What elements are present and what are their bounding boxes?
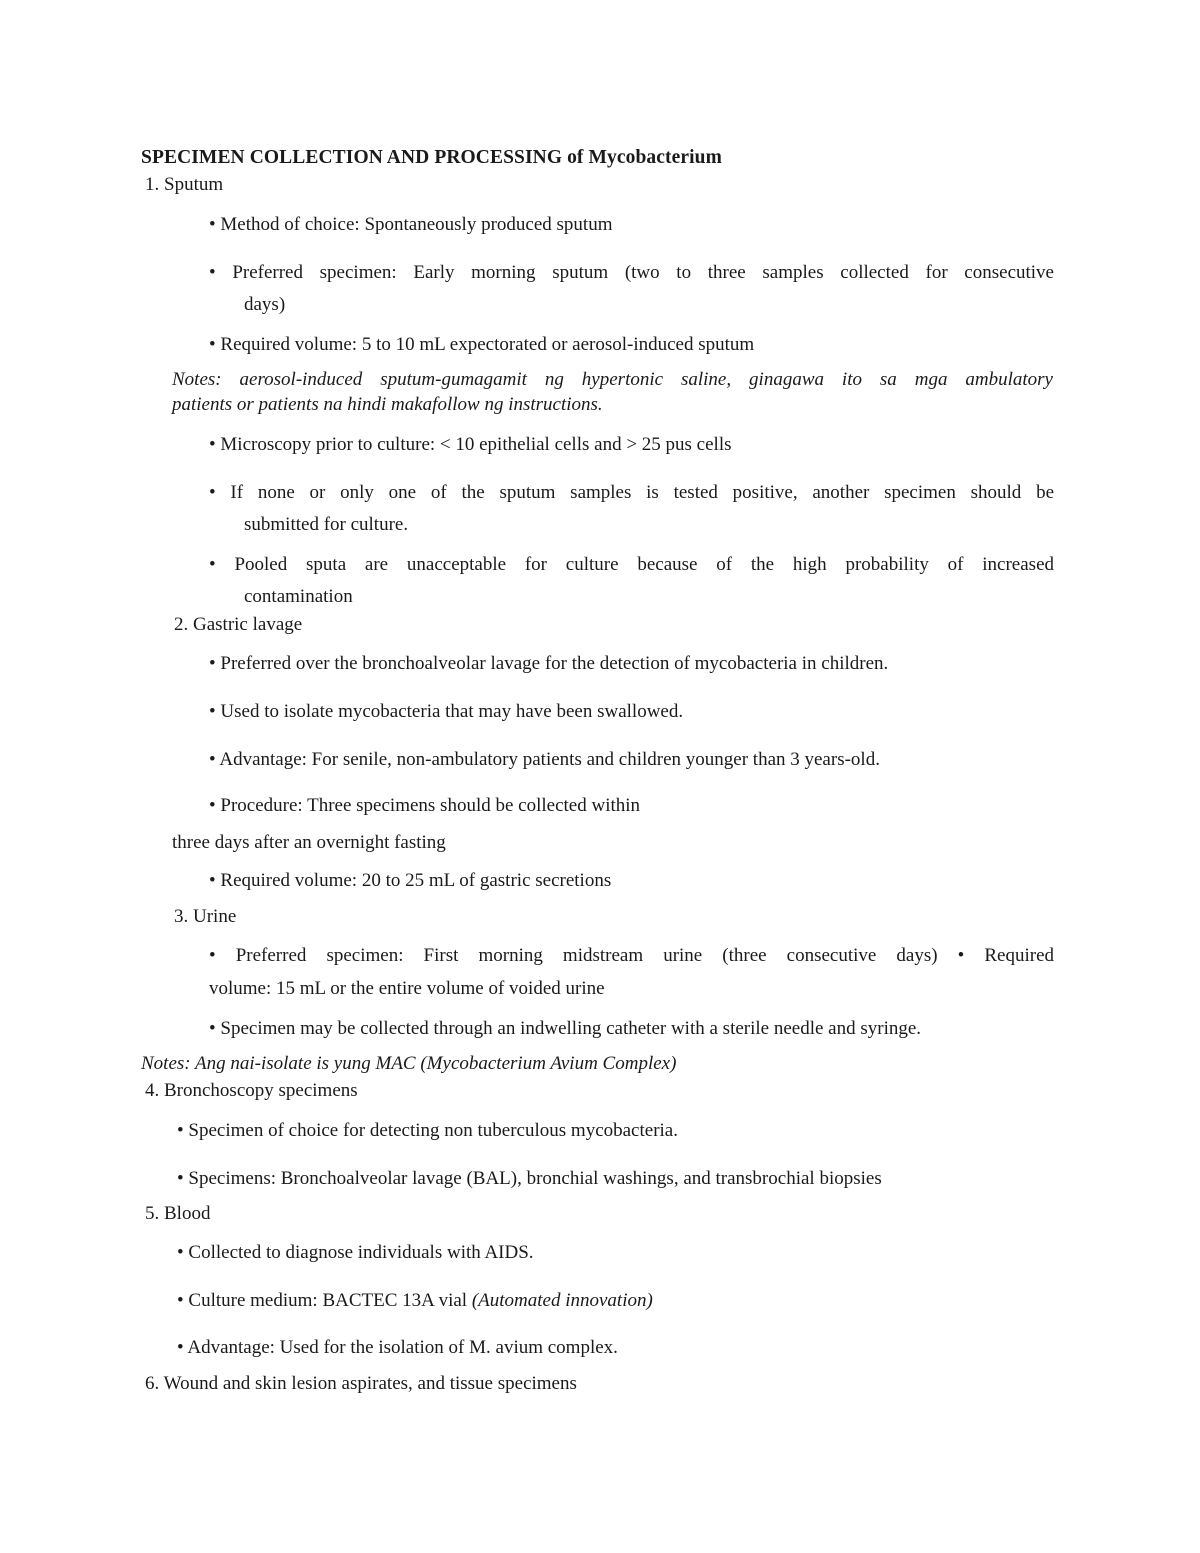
- bullet-item-continuation: three days after an overnight fasting: [172, 832, 446, 853]
- bullet-item: • Required volume: 20 to 25 mL of gastric secretions: [209, 870, 612, 891]
- bullet-item-continuation: contamination: [244, 586, 353, 607]
- note-text: Notes: Ang nai-isolate is yung MAC (Mycobacterium Avium Complex): [141, 1053, 677, 1074]
- note-text: Notes: aerosol-induced sputum-gumagamit ng hypertonic saline, ginagawa ito sa mga ambulatory: [172, 369, 1053, 390]
- bullet-item: • If none or only one of the sputum samples is tested positive, another specimen should be: [209, 482, 1054, 503]
- bullet-item: • Advantage: Used for the isolation of M. avium complex.: [177, 1337, 618, 1358]
- bullet-italic-text: (Automated innovation): [471, 1290, 653, 1311]
- bullet-text: • Culture medium: BACTEC 13A vial: [177, 1290, 472, 1311]
- bullet-item: • Preferred over the bronchoalveolar lavage for the detection of mycobacteria in children.: [209, 653, 889, 674]
- bullet-item-continuation: submitted for culture.: [244, 514, 409, 535]
- bullet-item: • Preferred specimen: Early morning sputum (two to three samples collected for consecutive: [209, 262, 1054, 283]
- bullet-item-continuation: volume: 15 mL or the entire volume of voided urine: [209, 978, 605, 999]
- bullet-item-continuation: days): [244, 294, 286, 315]
- bullet-item: • Collected to diagnose individuals with AIDS.: [177, 1242, 534, 1263]
- bullet-item: • Specimen of choice for detecting non tuberculous mycobacteria.: [177, 1120, 678, 1141]
- bullet-item: • Microscopy prior to culture: < 10 epithelial cells and > 25 pus cells: [209, 434, 732, 455]
- bullet-item: • Specimen may be collected through an indwelling catheter with a sterile needle and syringe.: [209, 1018, 922, 1039]
- document-title: SPECIMEN COLLECTION AND PROCESSING of Mycobacterium: [141, 147, 722, 168]
- section-heading-urine: 3. Urine: [174, 906, 237, 927]
- section-heading-sputum: 1. Sputum: [145, 174, 224, 195]
- bullet-item: • Advantage: For senile, non-ambulatory patients and children younger than 3 years-old.: [209, 749, 880, 770]
- bullet-item: • Method of choice: Spontaneously produced sputum: [209, 214, 613, 235]
- bullet-item: • Required volume: 5 to 10 mL expectorated or aerosol-induced sputum: [209, 334, 755, 355]
- bullet-item: [177, 1288, 653, 1314]
- section-heading-bronchoscopy: 4. Bronchoscopy specimens: [145, 1080, 358, 1101]
- section-heading-wound-specimens: 6. Wound and skin lesion aspirates, and tissue specimens: [145, 1373, 577, 1394]
- bullet-item: • Preferred specimen: First morning midstream urine (three consecutive days) • Required: [209, 945, 1054, 966]
- bullet-item: • Used to isolate mycobacteria that may have been swallowed.: [209, 701, 684, 722]
- section-heading-blood: 5. Blood: [145, 1203, 211, 1224]
- bullet-item: • Pooled sputa are unacceptable for culture because of the high probability of increased: [209, 554, 1054, 575]
- bullet-item: • Specimens: Bronchoalveolar lavage (BAL), bronchial washings, and transbrochial biopsies: [177, 1168, 882, 1189]
- section-heading-gastric-lavage: 2. Gastric lavage: [174, 614, 303, 635]
- bullet-item: • Procedure: Three specimens should be collected within: [209, 795, 641, 816]
- note-text-continuation: patients or patients na hindi makafollow ng instructions.: [172, 394, 603, 415]
